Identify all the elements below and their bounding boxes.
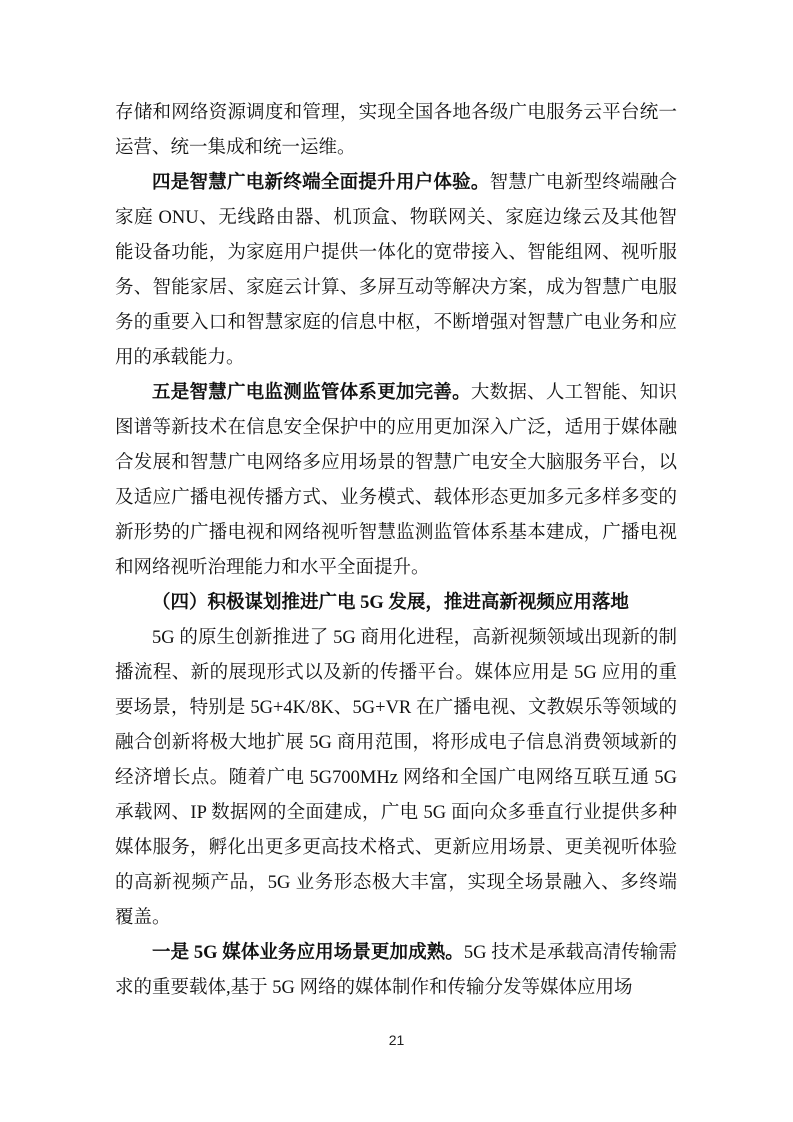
paragraph-text: 5G 技术是承载高清传输需求的重要载体,基于 5G 网络的媒体制作和传输分发等媒体应用场 bbox=[115, 943, 677, 998]
paragraph-text: 大数据、人工智能、知识图谱等新技术在信息安全保护中的应用更加深入广泛，适用于媒体融合发展和智慧广电网络多应用场景的智慧广电安全大脑服务平台，以及适应广播电视传播方式、业务模式、载体形态更加多元多样多变的新形势的广播电视和网络视听智慧监测监管体系基本建成，广播电视和网络视听治理能力和水平全面提升。 bbox=[115, 383, 677, 578]
paragraph-bold-lead: 四是智慧广电新终端全面提升用户体验。 bbox=[152, 173, 490, 193]
paragraph-bold-lead: 五是智慧广电监测监管体系更加完善。 bbox=[152, 383, 471, 403]
document-body bbox=[115, 96, 677, 1006]
section-heading-text: （四）积极谋划推进广电 5G 发展，推进高新视频应用落地 bbox=[152, 593, 629, 613]
paragraph-bold-lead: 一是 5G 媒体业务应用场景更加成熟。 bbox=[152, 943, 464, 963]
paragraph-smart-terminal bbox=[115, 166, 677, 376]
paragraph-text: 智慧广电新型终端融合家庭 ONU、无线路由器、机顶盒、物联网关、家庭边缘云及其他智能设备功能，为家庭用户提供一体化的宽带接入、智能组网、视听服务、智能家居、家庭云计算、多屏互动等解决方案，成为智慧广电服务的重要入口和智慧家庭的信息中枢，不断增强对智慧广电业务和应用的承载能力。 bbox=[115, 173, 677, 368]
paragraph-monitoring-system bbox=[115, 376, 677, 586]
paragraph-5g-media-scenario bbox=[115, 936, 677, 1006]
section-heading-5g bbox=[115, 586, 677, 621]
paragraph-cloud-platform bbox=[115, 96, 677, 166]
paragraph-text: 5G 的原生创新推进了 5G 商用化进程，高新视频领域出现新的制播流程、新的展现形式以及新的传播平台。媒体应用是 5G 应用的重要场景，特别是 5G+4K/8K、5G+VR 在广播电视、文教娱乐等领域的融合创新将极大地扩展 5G 商用范围，将形成电子信息消费领域新的经济增长点。随着广电 5G700MHz 网络和全国广电网络互联互通 5G 承载网、IP 数据网的全面建成，广电 5G 面向众多垂直行业提供多种媒体服务，孵化出更多更高技术格式、更新应用场景、更美视听体验的高新视频产品，5G 业务形态极大丰富，实现全场景融入、多终端覆盖。 bbox=[115, 628, 677, 928]
paragraph-text: 存储和网络资源调度和管理，实现全国各地各级广电服务云平台统一运营、统一集成和统一运维。 bbox=[115, 103, 677, 158]
page-footer bbox=[0, 1032, 793, 1050]
paragraph-5g-innovation bbox=[115, 621, 677, 936]
page-number: 21 bbox=[388, 1032, 405, 1048]
